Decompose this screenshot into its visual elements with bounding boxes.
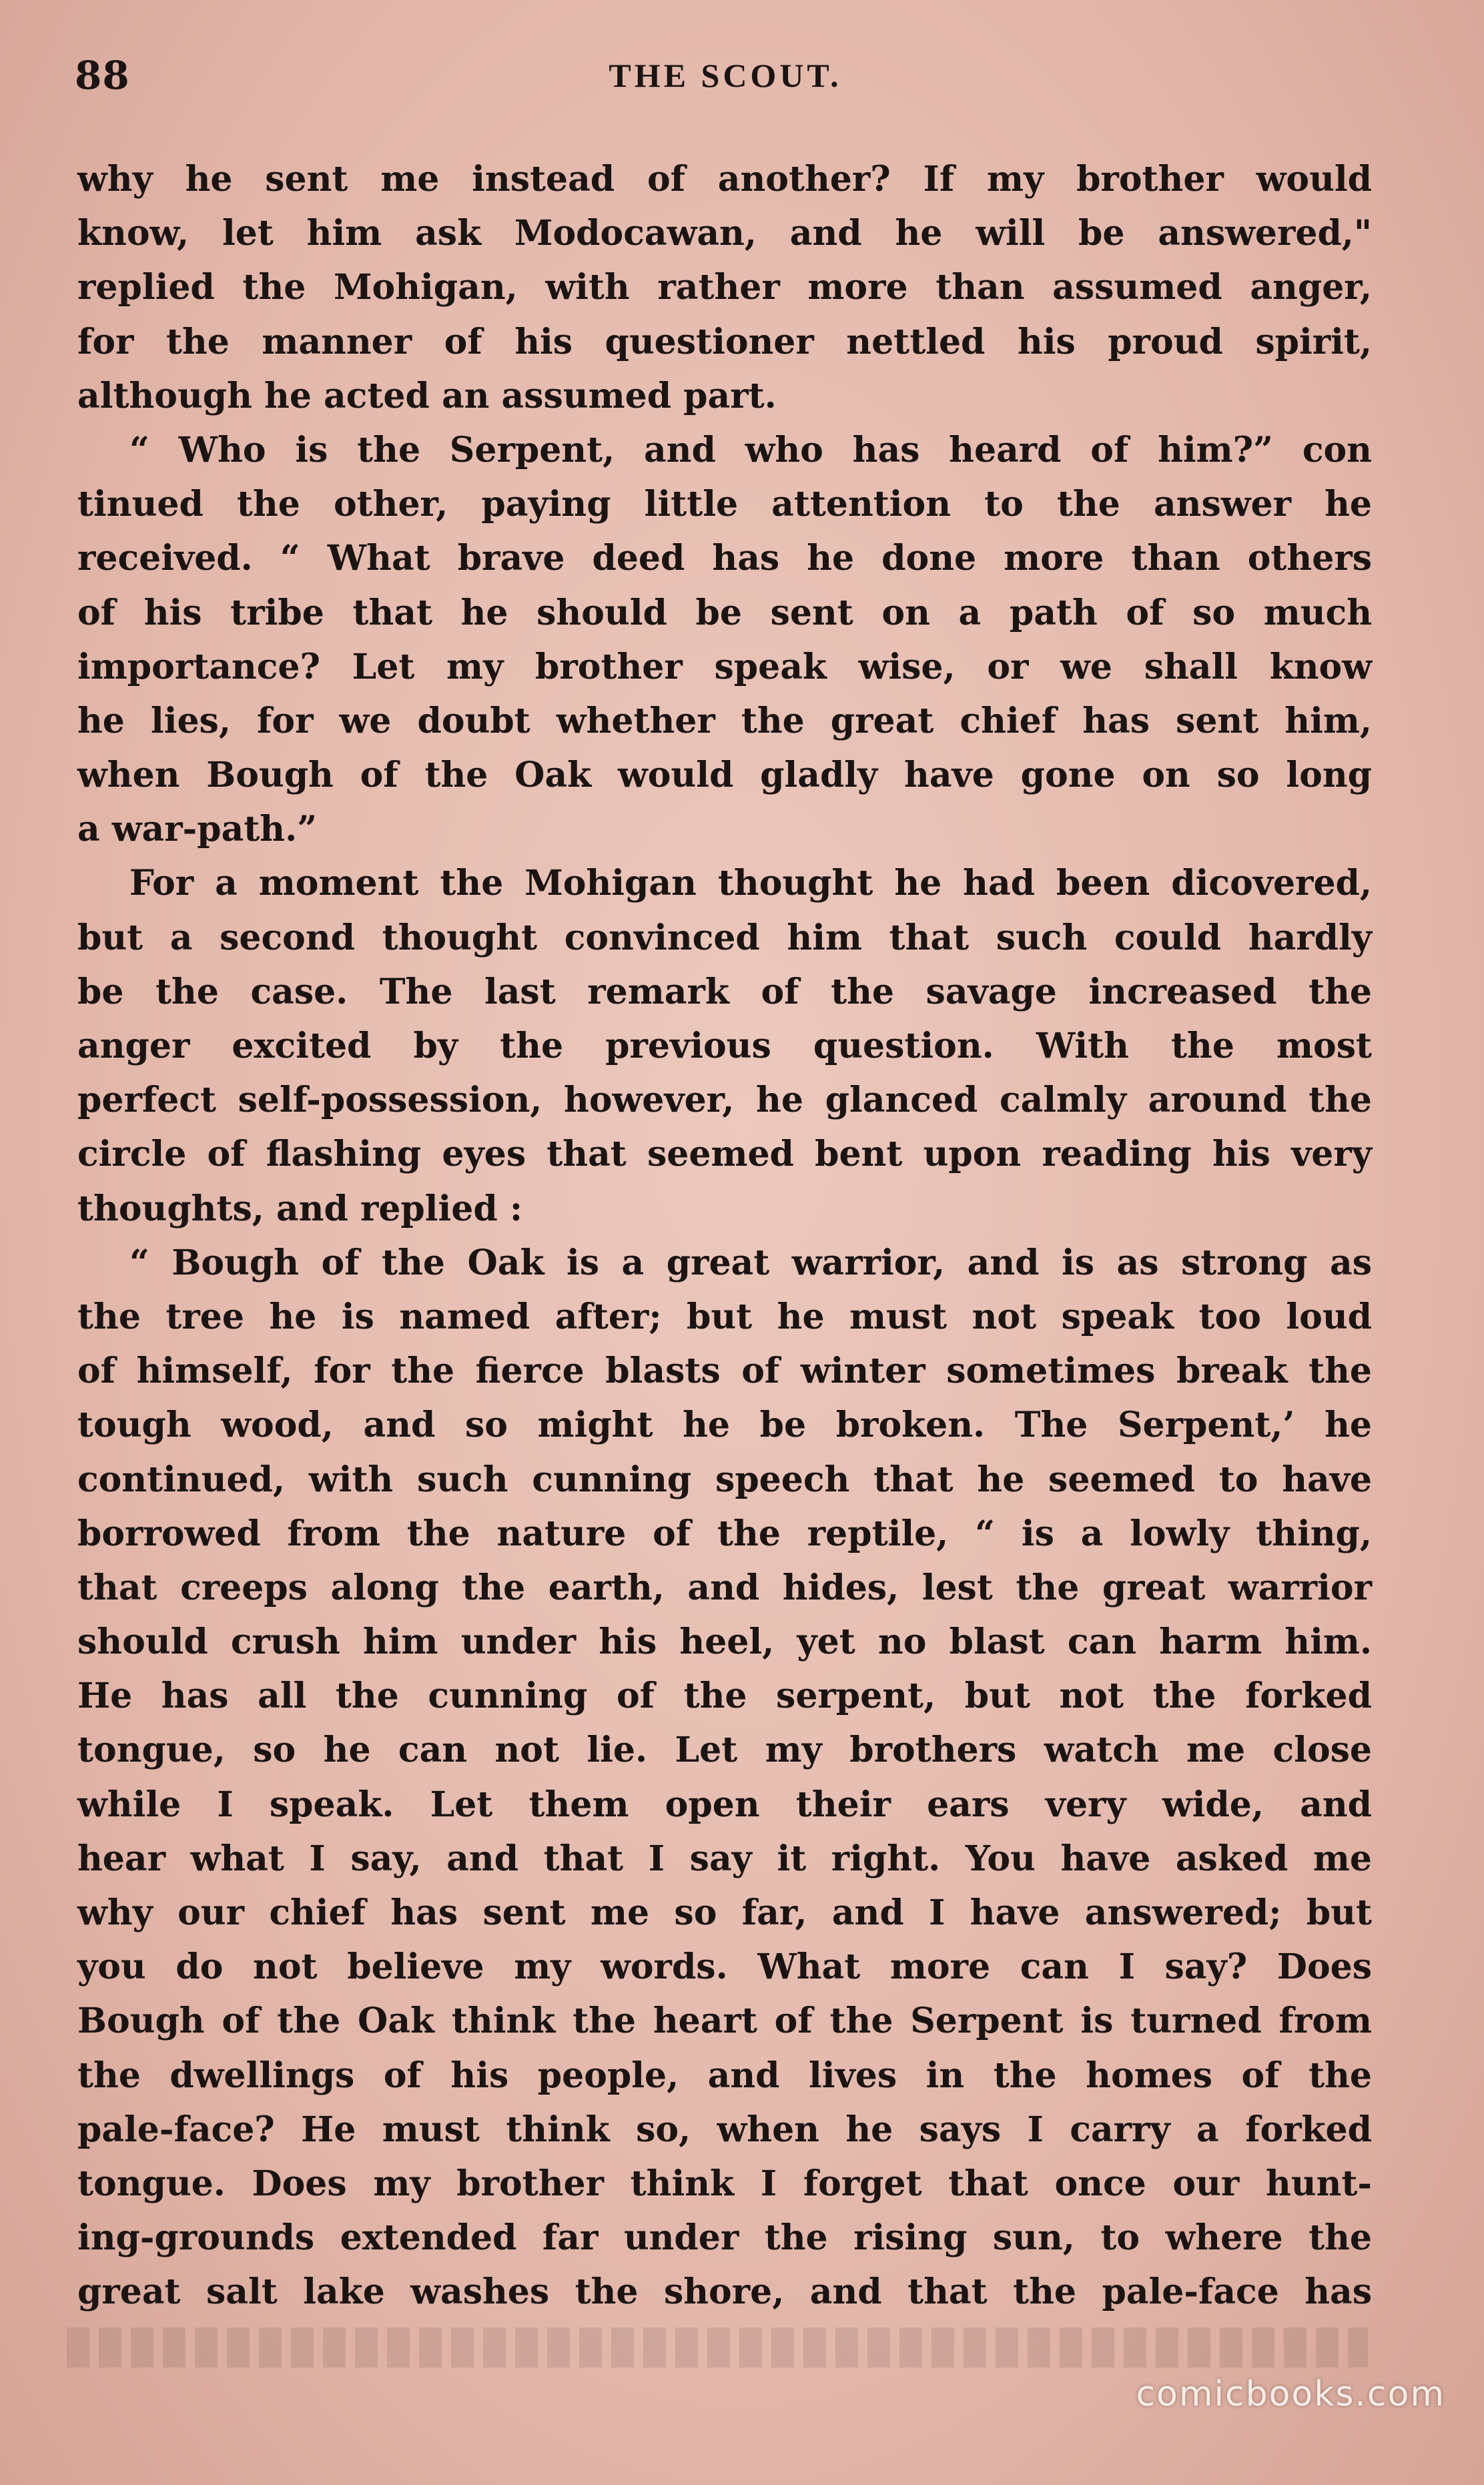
- paragraph: [77, 856, 1372, 1235]
- text-line: continued, with such cunning speech that he seemed to have: [77, 1459, 1372, 1500]
- bleed-through-text: [67, 2328, 1368, 2368]
- text-line: pale-face? He must think so, when he says I carry a forked: [77, 2109, 1372, 2150]
- text-line: circle of flashing eyes that seemed bent upon reading his very: [77, 1134, 1372, 1175]
- text-line: why he sent me instead of another? If my brother would: [77, 159, 1372, 200]
- text-line: For a moment the Mohigan thought he had been dicovered,: [129, 863, 1372, 904]
- text-line: of himself, for the fierce blasts of winter sometimes break the: [77, 1351, 1372, 1392]
- text-line: of his tribe that he should be sent on a path of so much: [77, 592, 1372, 633]
- page-header: [75, 52, 1376, 99]
- text-line: the tree he is named after; but he must not speak too loud: [77, 1296, 1372, 1337]
- text-line: perfect self-possession, however, he glanced calmly around the: [77, 1080, 1372, 1121]
- text-line: tongue. Does my brother think I forget that once our hunt-: [77, 2163, 1372, 2204]
- site-watermark: comicbooks.com: [1136, 2374, 1445, 2414]
- text-line: tongue, so he can not lie. Let my brothers watch me close: [77, 1730, 1372, 1771]
- running-head: THE SCOUT.: [609, 57, 842, 94]
- paragraph: [77, 1236, 1372, 2320]
- paragraph: [77, 152, 1372, 423]
- text-line: when Bough of the Oak would gladly have gone on so long: [77, 755, 1372, 796]
- text-line: the dwellings of his people, and lives in the homes of the: [77, 2055, 1372, 2096]
- text-line: be the case. The last remark of the savage increased the: [77, 971, 1372, 1012]
- text-line: borrowed from the nature of the reptile, “ is a lowly thing,: [77, 1513, 1372, 1554]
- text-line: anger excited by the previous question. With the most: [77, 1026, 1372, 1066]
- text-line: he lies, for we doubt whether the great chief has sent him,: [77, 700, 1372, 741]
- text-line: great salt lake washes the shore, and that the pale-face has: [77, 2271, 1372, 2313]
- text-line: “ Bough of the Oak is a great warrior, and is as strong as: [129, 1242, 1372, 1283]
- text-line: importance? Let my brother speak wise, or we shall know: [77, 646, 1372, 687]
- page-number: 88: [75, 53, 130, 98]
- text-line: for the manner of his questioner nettled his proud spirit,: [77, 321, 1372, 362]
- text-line: Bough of the Oak think the heart of the Serpent is turned from: [77, 2001, 1372, 2042]
- text-line: why our chief has sent me so far, and I have answered; but: [77, 1892, 1372, 1933]
- text-line: although he acted an assumed part.: [77, 375, 777, 416]
- body-text: [77, 152, 1372, 2314]
- text-line: “ Who is the Serpent, and who has heard of him?” con: [129, 429, 1372, 470]
- text-line: received. “ What brave deed has he done more than others: [77, 538, 1372, 579]
- text-line: thoughts, and replied :: [77, 1188, 523, 1229]
- text-line: you do not believe my words. What more can I say? Does: [77, 1946, 1372, 1988]
- text-line: hear what I say, and that I say it right. You have asked me: [77, 1838, 1372, 1879]
- text-line: but a second thought convinced him that such could hardly: [77, 917, 1372, 958]
- paragraph: [77, 423, 1372, 857]
- text-line: ing-grounds extended far under the rising sun, to where the: [77, 2217, 1372, 2259]
- text-line: while I speak. Let them open their ears very wide, and: [77, 1784, 1372, 1825]
- text-line: should crush him under his heel, yet no blast can harm him.: [77, 1622, 1372, 1663]
- text-line: a war-path.”: [77, 809, 318, 850]
- text-line: that creeps along the earth, and hides, lest the great warrior: [77, 1567, 1372, 1608]
- text-line: He has all the cunning of the serpent, but not the forked: [77, 1676, 1372, 1717]
- text-line: tough wood, and so might he be broken. The Serpent,’ he: [77, 1405, 1372, 1446]
- text-line: tinued the other, paying little attention to the answer he: [77, 484, 1372, 525]
- text-line: know, let him ask Modocawan, and he will be answered,": [77, 213, 1372, 254]
- text-line: replied the Mohigan, with rather more than assumed anger,: [77, 267, 1372, 308]
